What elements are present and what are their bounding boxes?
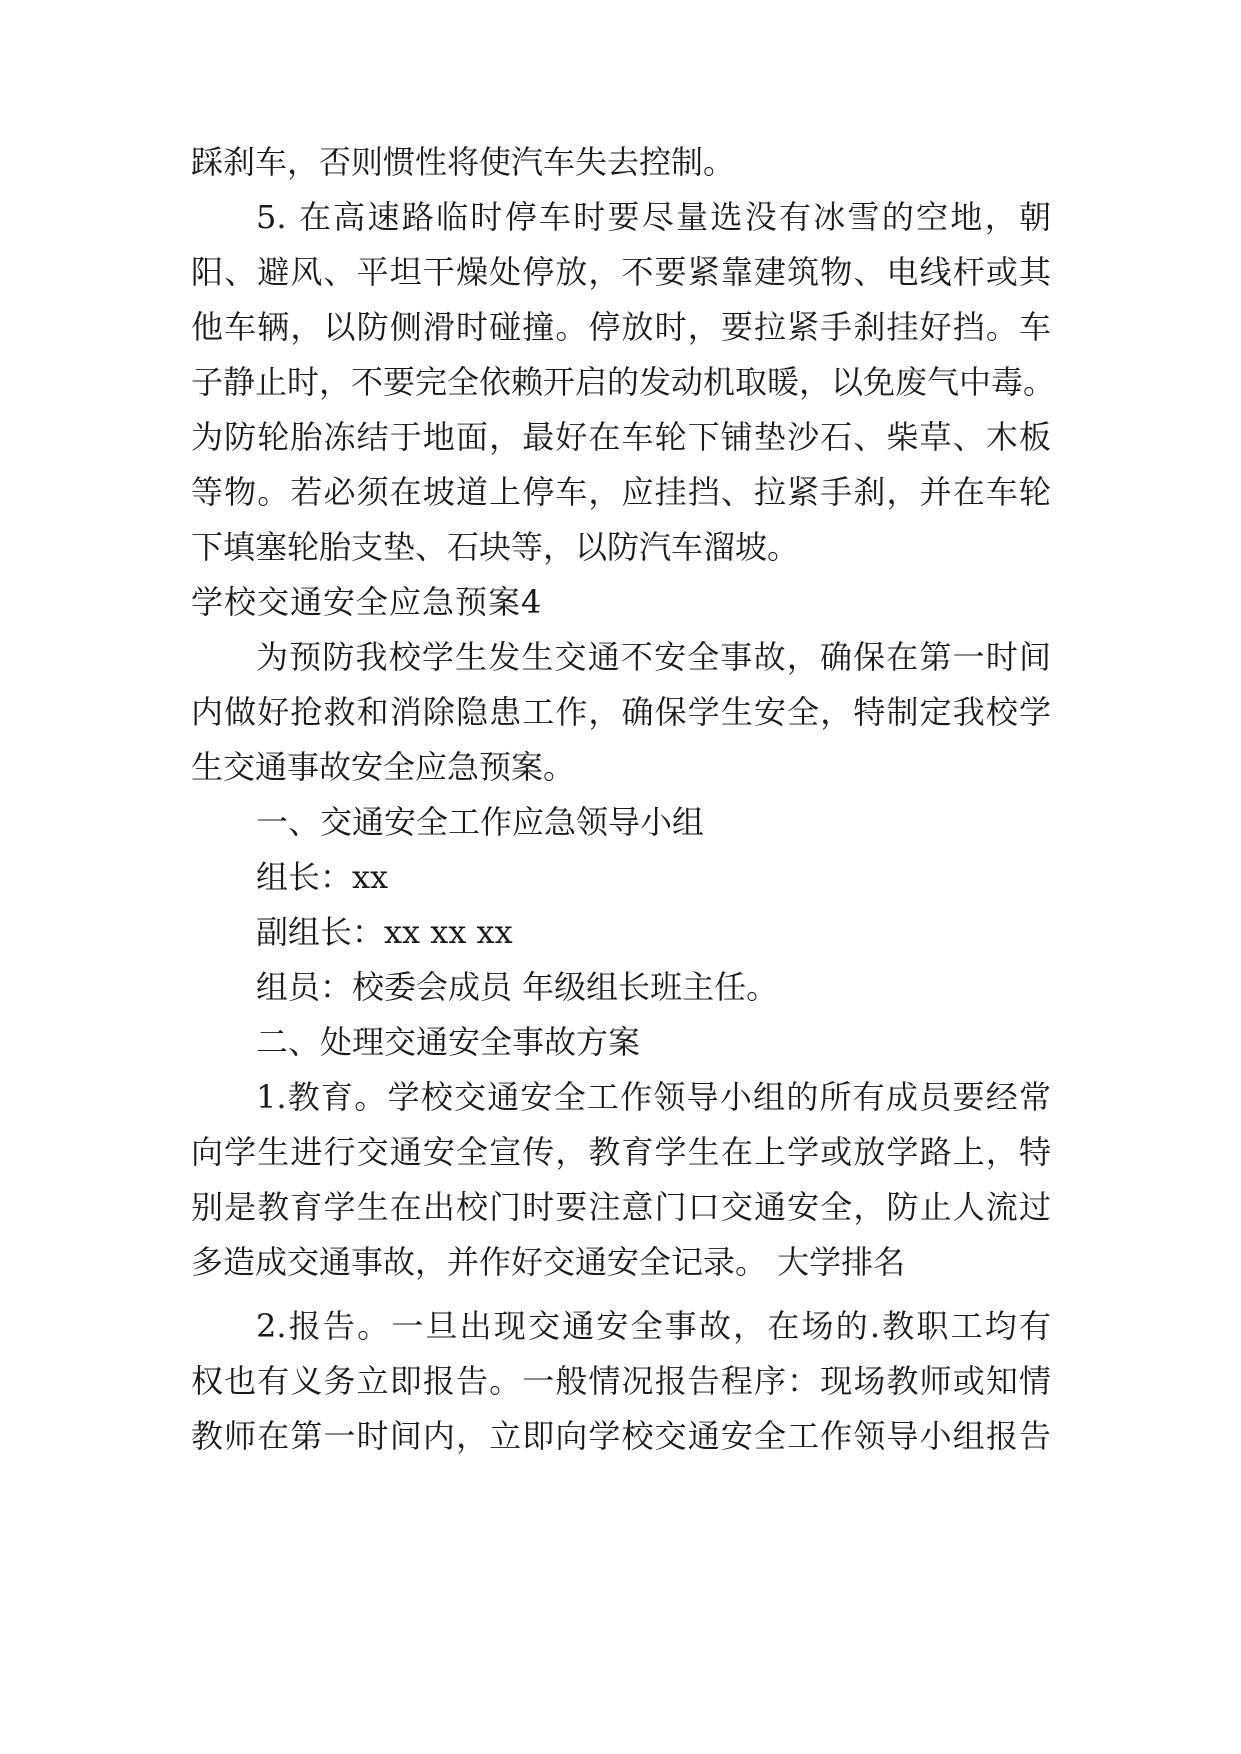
paragraph-line: 权也有义务立即报告。一般情况报告程序：现场教师或知情 — [191, 1362, 1051, 1400]
paragraph-line: 为防轮胎冻结于地面，最好在车轮下铺垫沙石、柴草、木板 — [191, 418, 1051, 456]
section-heading: 二、处理交通安全事故方案 — [256, 1023, 641, 1061]
paragraph-line: 组员：校委会成员 年级组长班主任。 — [256, 968, 779, 1006]
paragraph-line: 教师在第一时间内，立即向学校交通安全工作领导小组报告 — [191, 1417, 1051, 1455]
paragraph-line: 1.教育。学校交通安全工作领导小组的所有成员要经常 — [256, 1078, 1051, 1116]
paragraph-line: 生交通事故安全应急预案。 — [191, 748, 576, 786]
paragraph-line: 别是教育学生在出校门时要注意门口交通安全，防止人流过 — [191, 1188, 1051, 1226]
paragraph-line: 他车辆，以防侧滑时碰撞。停放时，要拉紧手刹挂好挡。车 — [191, 308, 1051, 346]
paragraph-line: 向学生进行交通安全宣传，教育学生在上学或放学路上，特 — [191, 1133, 1051, 1171]
paragraph-line: 副组长：xx xx xx — [256, 913, 513, 951]
paragraph-line: 组长：xx — [256, 858, 389, 896]
paragraph-line: 子静止时，不要完全依赖开启的发动机取暖，以免废气中毒。 — [191, 363, 1056, 401]
section-heading: 一、交通安全工作应急领导小组 — [256, 803, 705, 841]
paragraph-line: 下填塞轮胎支垫、石块等，以防汽车溜坡。 — [191, 528, 800, 566]
paragraph-line: 等物。若必须在坡道上停车，应挂挡、拉紧手刹，并在车轮 — [191, 473, 1051, 511]
section-title: 学校交通安全应急预案4 — [191, 583, 543, 621]
paragraph-line: 为预防我校学生发生交通不安全事故，确保在第一时间 — [256, 638, 1051, 676]
paragraph-line: 5. 在高速路临时停车时要尽量选没有冰雪的空地，朝 — [256, 198, 1051, 236]
paragraph-line: 2.报告。一旦出现交通安全事故，在场的.教职工均有 — [256, 1307, 1051, 1345]
paragraph-line: 踩刹车，否则惯性将使汽车失去控制。 — [191, 143, 736, 181]
paragraph-line: 阳、避风、平坦干燥处停放，不要紧靠建筑物、电线杆或其 — [191, 253, 1051, 291]
paragraph-line: 多造成交通事故，并作好交通安全记录。 大学排名 — [191, 1243, 906, 1281]
paragraph-line: 内做好抢救和消除隐患工作，确保学生安全，特制定我校学 — [191, 693, 1051, 731]
